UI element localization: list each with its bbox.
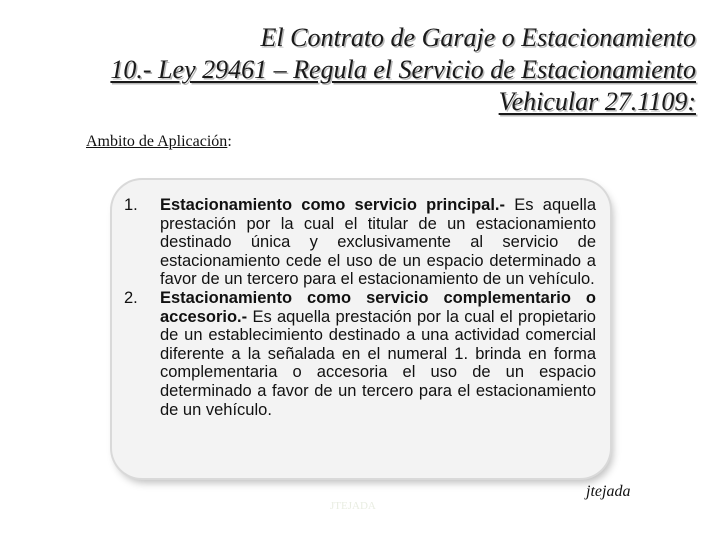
footer-watermark: JTEJADA: [330, 500, 376, 512]
item-heading: Estacionamiento como servicio principal.-: [160, 196, 506, 214]
item-body: Es aquella prestación por la cual el titular de un estacionamiento destinado única y exclusivamente al servicio de estacionamiento cede el uso de un espacio determinado a favor de un tercero para el estacionamiento de un vehículo.: [160, 196, 596, 289]
section-subtitle: [86, 133, 232, 151]
title-line-1: El Contrato de Garaje o Estacionamiento: [260, 23, 696, 52]
list-item: [122, 289, 596, 419]
item-number: 2.: [124, 288, 138, 307]
list-item: [122, 196, 596, 289]
item-number: 1.: [124, 196, 138, 214]
title-line-3: Vehicular 27.1109:: [498, 87, 696, 116]
item-body: Es aquella prestación por la cual el propietario de un establecimiento destinado a una actividad comercial diferente a la señalada en el numeral 1. brinda en forma complementaria o accesoria el uso de un espacio determinado a favor de un tercero para el estacionamiento de un vehículo.: [160, 307, 596, 419]
author-name: jtejada: [586, 483, 631, 500]
slide-title: [16, 22, 696, 118]
subtitle-suffix: :: [227, 133, 232, 150]
card-content: [122, 196, 596, 419]
item-text: [160, 289, 596, 419]
title-line-2: 10.- Ley 29461 – Regula el Servicio de Estacionamiento: [110, 55, 696, 84]
item-heading: Estacionamiento como servicio complementario o accesorio.-: [160, 288, 596, 326]
subtitle-label: Ambito de Aplicación: [86, 133, 228, 150]
scanned-text-card: [112, 180, 610, 478]
item-text: [160, 196, 596, 289]
